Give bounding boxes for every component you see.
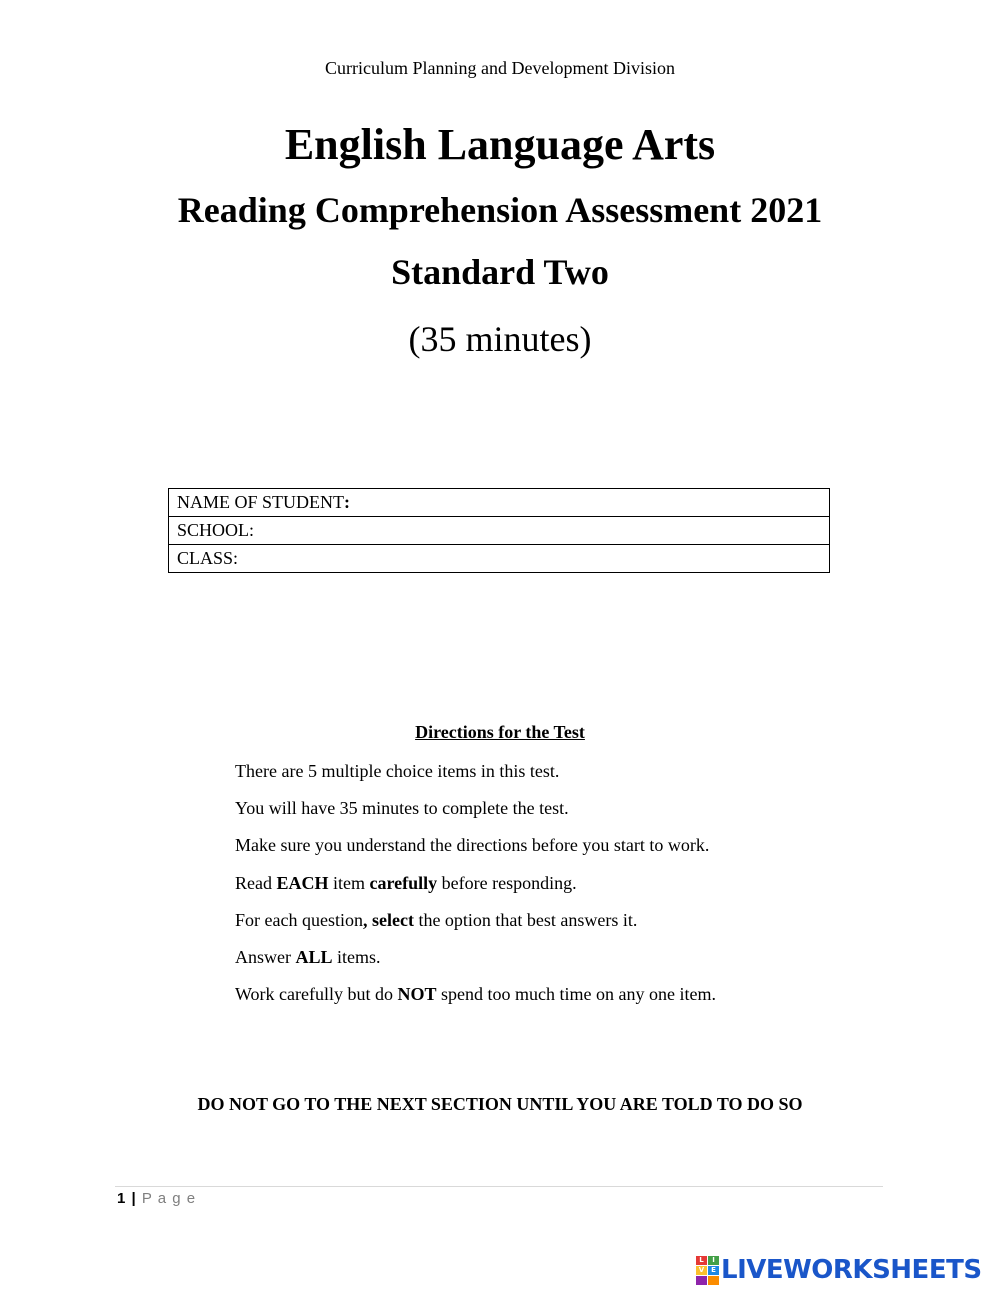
direction-emphasis: EACH [276, 872, 329, 893]
directions-list [235, 759, 935, 1019]
direction-text: Answer [235, 946, 296, 967]
directions-title: Directions for the Test [415, 722, 585, 742]
name-colon: : [344, 492, 351, 512]
liveworksheets-mark-icon [696, 1256, 719, 1285]
direction-item [235, 945, 935, 982]
logo-tile: E [708, 1266, 719, 1275]
direction-item [235, 833, 935, 870]
direction-text: For each question [235, 909, 363, 930]
footer-divider [115, 1186, 883, 1187]
direction-item [235, 796, 935, 833]
direction-emphasis: ALL [295, 946, 333, 967]
warning-notice: DO NOT GO TO THE NEXT SECTION UNTIL YOU ARE TOLD TO DO SO [197, 1094, 803, 1114]
name-row [169, 489, 830, 517]
class-row [169, 545, 830, 573]
direction-item [235, 908, 935, 945]
school-field[interactable] [169, 517, 830, 545]
logo-tile: I [708, 1256, 719, 1265]
liveworksheets-logo[interactable] [696, 1255, 982, 1285]
logo-tile: V [696, 1266, 707, 1275]
school-row [169, 517, 830, 545]
assessment-subtitle: Reading Comprehension Assessment 2021 [177, 190, 823, 230]
direction-text: spend too much time on any one item. [436, 984, 716, 1005]
liveworksheets-wordmark: LIVEWORKSHEETS [721, 1255, 982, 1285]
page-separator: | [131, 1190, 137, 1207]
direction-text: item [328, 872, 370, 893]
logo-tile: L [696, 1256, 707, 1265]
name-label: NAME OF STUDENT [177, 492, 345, 512]
direction-text: Work carefully but do [235, 984, 398, 1005]
student-info-table [168, 488, 830, 573]
division-header: Curriculum Planning and Development Division [325, 58, 675, 78]
direction-item [235, 759, 935, 796]
direction-item [235, 982, 935, 1019]
logo-tile [708, 1276, 719, 1285]
direction-item [235, 871, 935, 908]
page-footer [117, 1190, 196, 1207]
direction-emphasis: , select [362, 909, 414, 930]
direction-text: the option that best answers it. [413, 909, 638, 930]
direction-emphasis: NOT [397, 984, 437, 1005]
time-limit: (35 minutes) [408, 319, 592, 359]
document-title: English Language Arts [284, 120, 716, 169]
grade-level: Standard Two [391, 252, 609, 292]
direction-text: You will have 35 minutes to complete the test. [235, 798, 569, 819]
page-number: 1 [117, 1190, 127, 1207]
direction-text: There are 5 multiple choice items in this test. [235, 761, 560, 781]
class-field[interactable] [169, 545, 830, 573]
direction-text: Make sure you understand the directions before you start to work. [235, 835, 710, 856]
direction-text: before responding. [437, 872, 577, 893]
page-word: P a g e [141, 1190, 197, 1207]
direction-emphasis: carefully [369, 872, 438, 893]
name-of-student-field[interactable] [169, 489, 830, 517]
direction-text: Read [235, 872, 277, 893]
school-label: SCHOOL: [177, 520, 255, 540]
class-label: CLASS: [177, 548, 239, 568]
logo-tile [696, 1276, 707, 1285]
direction-text: items. [332, 946, 381, 967]
